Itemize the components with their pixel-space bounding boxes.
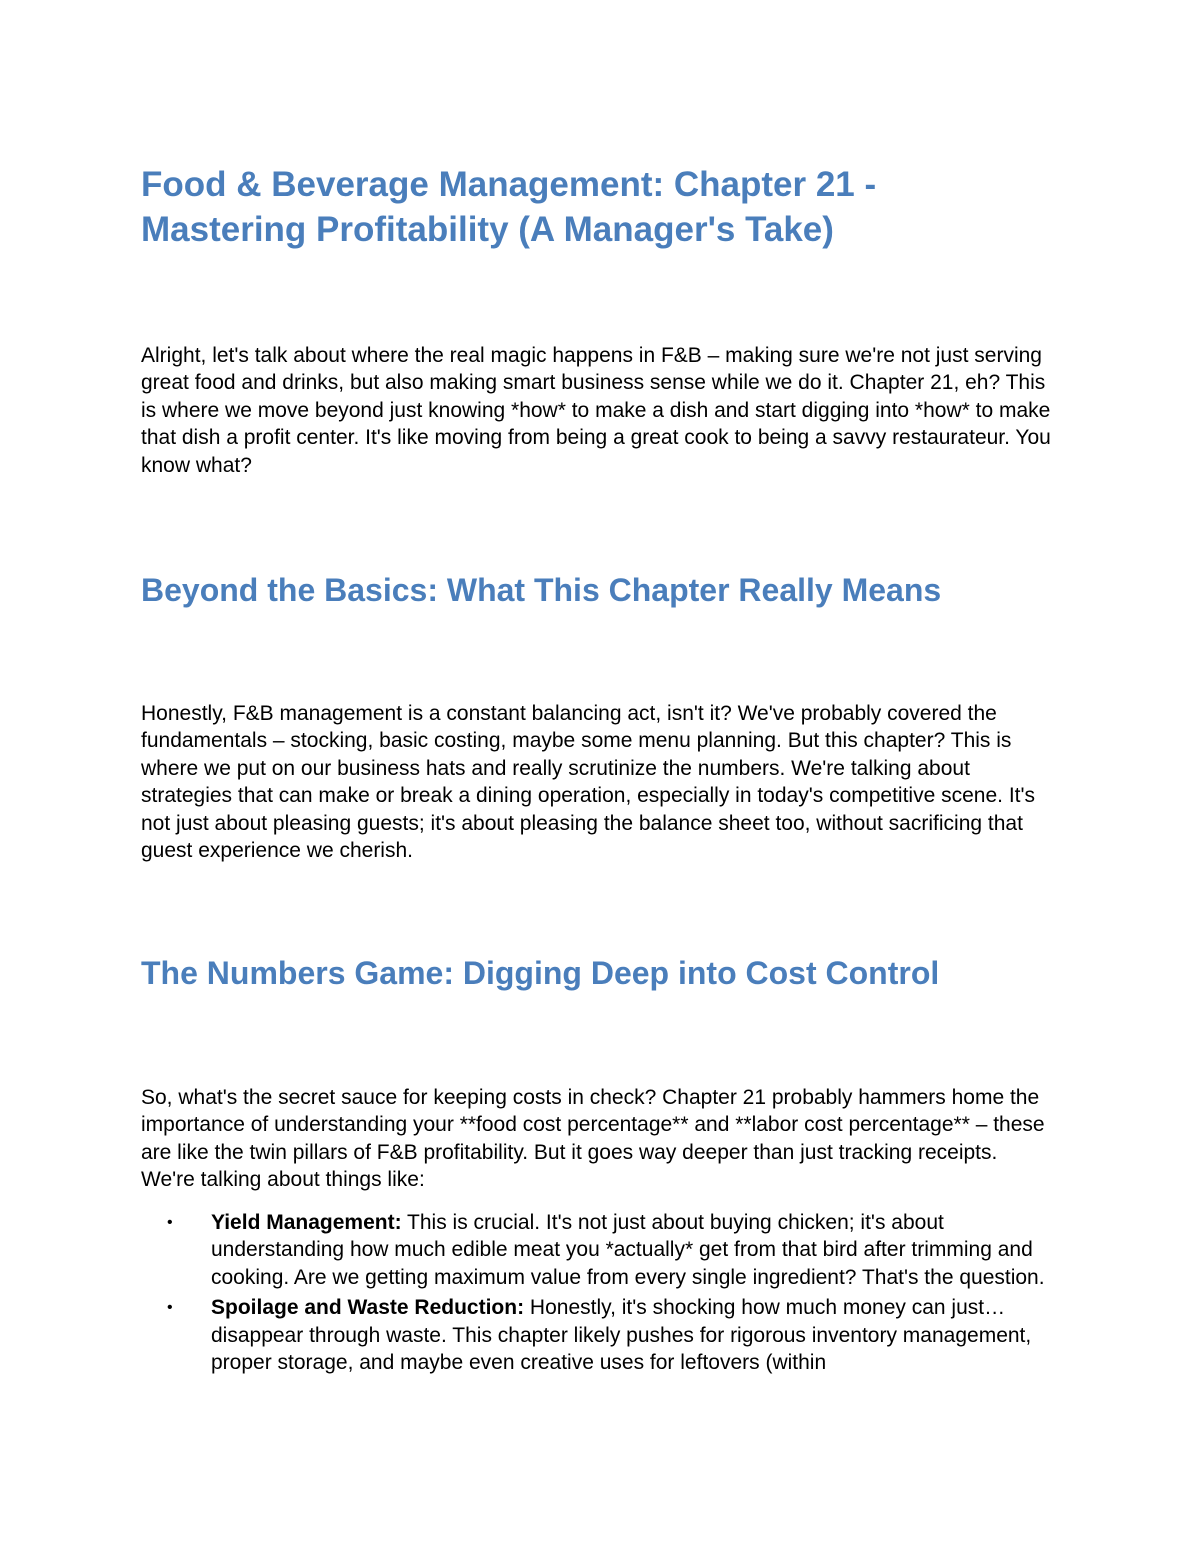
intro-paragraph: Alright, let's talk about where the real magic happens in F&B – making sure we're not just serving great food and drinks, but also making smart business sense while we do it. Chapter 21, eh? This is where we move beyond just knowing *how* to make a dish and start digging into *how* to make that dish a profit center. It's like moving from being a great cook to being a savvy restaurateur. You know what?: [141, 344, 1051, 477]
section-body-numbers-game: So, what's the secret sauce for keeping costs in check? Chapter 21 probably hammers home the importance of understanding your **food cost percentage** and **labor cost percentage** – these are like the twin pillars of F&B profitability. But it goes way deeper than just tracking receipts. We're talking about things like:: [141, 1086, 1045, 1192]
bullet-icon: •: [167, 1299, 173, 1317]
list-item-yield-management: [141, 1209, 1053, 1291]
section-body-beyond-basics: Honestly, F&B management is a constant balancing act, isn't it? We've probably covered the fundamentals – stocking, basic costing, maybe some menu planning. But this chapter? This is where we put on our business hats and really scrutinize the numbers. We're talking about strategies that can make or break a dining operation, especially in today's competitive scene. It's not just about pleasing guests; it's about pleasing the balance sheet too, without sacrificing that guest experience we cherish.: [141, 702, 1035, 863]
list-item-text: Honestly, it's shocking how much money can just… disappear through waste. This chapter likely pushes for rigorous inventory management, proper storage, and maybe even creative uses for leftovers (within: [211, 1296, 1032, 1375]
document-title: Food & Beverage Management: Chapter 21 - Mastering Profitability (A Manager's Take): [141, 165, 877, 249]
list-item-label: Spoilage and Waste Reduction:: [211, 1296, 525, 1320]
bullet-icon: •: [167, 1214, 173, 1231]
cost-control-list: [141, 1209, 1061, 1379]
list-item-spoilage-waste: [141, 1294, 1053, 1376]
list-item-label: Yield Management:: [211, 1211, 402, 1234]
list-item-text: This is crucial. It's not just about buying chicken; it's about understanding how much edible meat you *actually* get from that bird after trimming and cooking. Are we getting maximum value from every single ingredient? That's the question.: [211, 1211, 1045, 1289]
section-heading-numbers-game: The Numbers Game: Digging Deep into Cost Control: [141, 955, 940, 991]
section-heading-beyond-basics: Beyond the Basics: What This Chapter Really Means: [141, 572, 942, 608]
